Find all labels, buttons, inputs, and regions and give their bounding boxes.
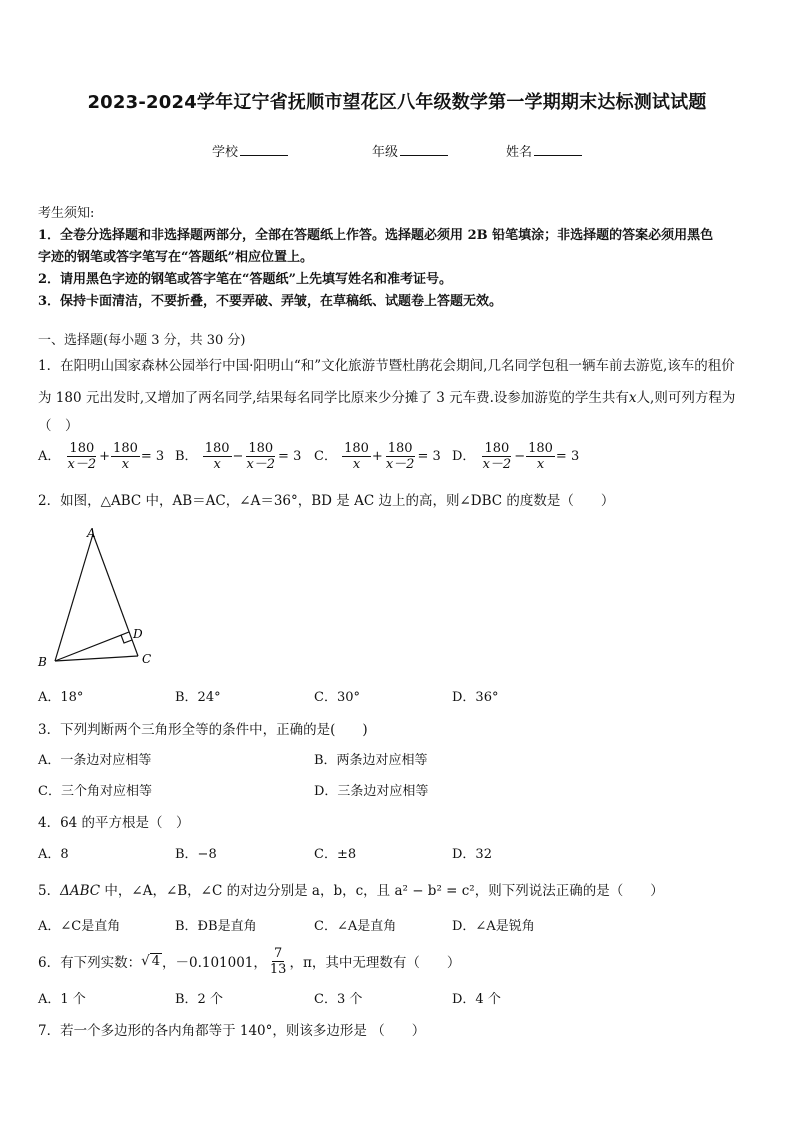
- q6-option-a[interactable]: A．1 个: [38, 992, 86, 1007]
- q2-text: 2．如图，△ABC 中，AB＝AC，∠A＝36°，BD 是 AC 边上的高，则∠DBC 的度数是（ ）: [38, 493, 615, 509]
- vertex-d-label: D: [133, 627, 143, 641]
- fraction-denominator: x－2: [246, 457, 276, 472]
- q2-option-a[interactable]: A．18°: [38, 690, 84, 705]
- fraction-denominator: x－2: [385, 457, 415, 472]
- q5-number: 5．: [38, 883, 61, 899]
- q1-option-c-label: C．: [314, 449, 337, 464]
- school-label: 学校: [212, 145, 239, 160]
- fraction-numerator: 180: [344, 441, 369, 456]
- fraction: [203, 441, 232, 472]
- q4-option-d[interactable]: D．32: [452, 847, 492, 862]
- fraction-denominator: x: [213, 457, 221, 472]
- fraction: [342, 441, 371, 472]
- fraction-numerator: 180: [528, 441, 553, 456]
- equals-three: = 3: [278, 449, 302, 464]
- fraction-numerator: 180: [248, 441, 274, 456]
- fraction-denominator: x: [352, 457, 361, 472]
- grade-field[interactable]: [372, 141, 448, 160]
- q3-option-a[interactable]: A．一条边对应相等: [38, 753, 152, 768]
- vertex-a-label: A: [87, 526, 96, 540]
- q5-option-b[interactable]: B．ÐB是直角: [175, 919, 257, 934]
- q6-option-d[interactable]: D．4 个: [452, 992, 501, 1007]
- q5-option-d[interactable]: D．∠A是锐角: [452, 919, 535, 934]
- q6-option-c[interactable]: C．3 个: [314, 992, 363, 1007]
- q7-text: 7．若一个多边形的各内角都等于 140°，则该多边形是 （ ）: [38, 1023, 426, 1039]
- sqrt-radicand: 4: [151, 954, 160, 969]
- fraction-denominator: 13: [269, 961, 287, 977]
- q3-text: 3．下列判断两个三角形全等的条件中，正确的是( ): [38, 722, 368, 738]
- notice-line-3: 2．请用黑色字迹的钢笔或答字笔在“答题纸”上先填写姓名和准考证号。: [38, 272, 453, 287]
- fraction-numerator: 180: [113, 441, 138, 456]
- triangle-figure: [34, 520, 164, 672]
- school-field[interactable]: [212, 141, 288, 160]
- fraction: [66, 441, 99, 472]
- q6-tail: ，π，其中无理数有（ ）: [289, 955, 461, 971]
- grade-label: 年级: [372, 145, 399, 160]
- q2-option-c[interactable]: C．30°: [314, 690, 360, 705]
- fraction-denominator: x－2: [67, 457, 97, 472]
- q3-option-b[interactable]: B．两条边对应相等: [314, 753, 428, 768]
- q1-variable: x: [628, 390, 637, 406]
- q1-option-d[interactable]: [452, 441, 579, 472]
- school-blank[interactable]: [240, 143, 288, 156]
- q6-middle: ，－0.101001，: [161, 955, 267, 971]
- page-title: 2023-2024学年辽宁省抚顺市望花区八年级数学第一学期期末达标测试试题: [87, 92, 707, 113]
- fraction-numerator: 180: [204, 441, 230, 456]
- vertex-b-label: B: [38, 655, 47, 669]
- q1-option-b[interactable]: [175, 441, 301, 472]
- q1-option-a[interactable]: [38, 441, 164, 472]
- fraction: [481, 441, 514, 472]
- plus-sign: +: [99, 449, 111, 464]
- fraction-numerator: 7: [274, 945, 283, 961]
- q4-option-c[interactable]: C．±8: [314, 847, 357, 862]
- fraction-numerator: 180: [484, 441, 510, 456]
- q5-option-c[interactable]: C．∠A是直角: [314, 919, 397, 934]
- student-info-fields: [0, 141, 794, 161]
- q5-triangle: ΔABC: [60, 883, 101, 899]
- q1-line-2a: 为 180 元出发时,又增加了两名同学,结果每名同学比原来少分摊了 3 元车费.设参加游览的学生共有: [38, 390, 629, 406]
- q4-text: 4．64 的平方根是（ ）: [38, 815, 190, 831]
- section-heading: 一、选择题(每小题 3 分，共 30 分): [38, 333, 246, 348]
- q1-line-2: [38, 386, 735, 406]
- notice-line-1: 1．全卷分选择题和非选择题两部分，全部在答题纸上作答。选择题必须用 2B 铅笔填涂；非选择题的答案必须用黑色: [38, 228, 714, 243]
- name-blank[interactable]: [534, 143, 582, 156]
- minus-sign: −: [232, 449, 244, 464]
- equals-three: = 3: [417, 449, 441, 464]
- q3-option-c[interactable]: C．三个角对应相等: [38, 784, 152, 799]
- fraction: [244, 441, 277, 472]
- q4-option-b[interactable]: B．−8: [175, 847, 217, 862]
- q1-paren: （ ）: [38, 418, 79, 434]
- fraction: [384, 441, 417, 472]
- q4-option-a[interactable]: A．8: [38, 847, 69, 862]
- q6-option-b[interactable]: B．2 个: [175, 992, 223, 1007]
- fraction-denominator: x－2: [482, 457, 512, 472]
- q5-statement: 中，∠A，∠B，∠C 的对边分别是 a，b，c，且 a² − b² = c²，则下列说法正确的是（ ）: [100, 883, 664, 899]
- fraction: [111, 441, 140, 472]
- q1-option-c[interactable]: [314, 441, 441, 472]
- fraction: [268, 946, 289, 977]
- q1-option-a-label: A．: [38, 449, 61, 464]
- q6-text: [38, 943, 460, 979]
- q1-option-d-label: D．: [452, 449, 476, 464]
- q5-option-a[interactable]: A．∠C是直角: [38, 919, 121, 934]
- sqrt-icon: √: [141, 953, 150, 969]
- q3-option-d[interactable]: D．三条边对应相等: [314, 784, 429, 799]
- equals-three: = 3: [140, 449, 165, 464]
- fraction-denominator: x: [536, 457, 545, 472]
- q1-line-1: 1．在阳明山国家森林公园举行中国·阳明山“和”文化旅游节暨杜鹃花会期间,几名同学包租一辆车前去游览,该车的租价: [38, 358, 735, 374]
- minus-sign: −: [514, 449, 526, 464]
- side-ab: [55, 534, 93, 661]
- fraction: [526, 441, 555, 472]
- q2-option-d[interactable]: D．36°: [452, 690, 499, 705]
- q1-option-b-label: B．: [175, 449, 198, 464]
- equals-three: = 3: [555, 449, 580, 464]
- vertex-c-label: C: [142, 652, 152, 666]
- fraction-numerator: 180: [387, 441, 413, 456]
- q5-text: [38, 879, 664, 899]
- fraction-numerator: 180: [69, 441, 95, 456]
- plus-sign: +: [371, 449, 383, 464]
- grade-blank[interactable]: [400, 143, 448, 156]
- name-field[interactable]: [506, 141, 582, 160]
- q1-line-2b: 人,则可列方程为: [636, 390, 736, 406]
- q6-lead: 6．有下列实数：: [38, 955, 142, 971]
- fraction-denominator: x: [121, 457, 130, 472]
- notice-line-2: 字迹的钢笔或答字笔写在“答题纸”相应位置上。: [38, 250, 313, 265]
- notice-line-4: 3．保持卡面清洁，不要折叠，不要弄破、弄皱，在草稿纸、试题卷上答题无效。: [38, 294, 503, 309]
- name-label: 姓名: [506, 145, 533, 160]
- q2-option-b[interactable]: B．24°: [175, 690, 221, 705]
- notice-heading: 考生须知:: [38, 206, 95, 221]
